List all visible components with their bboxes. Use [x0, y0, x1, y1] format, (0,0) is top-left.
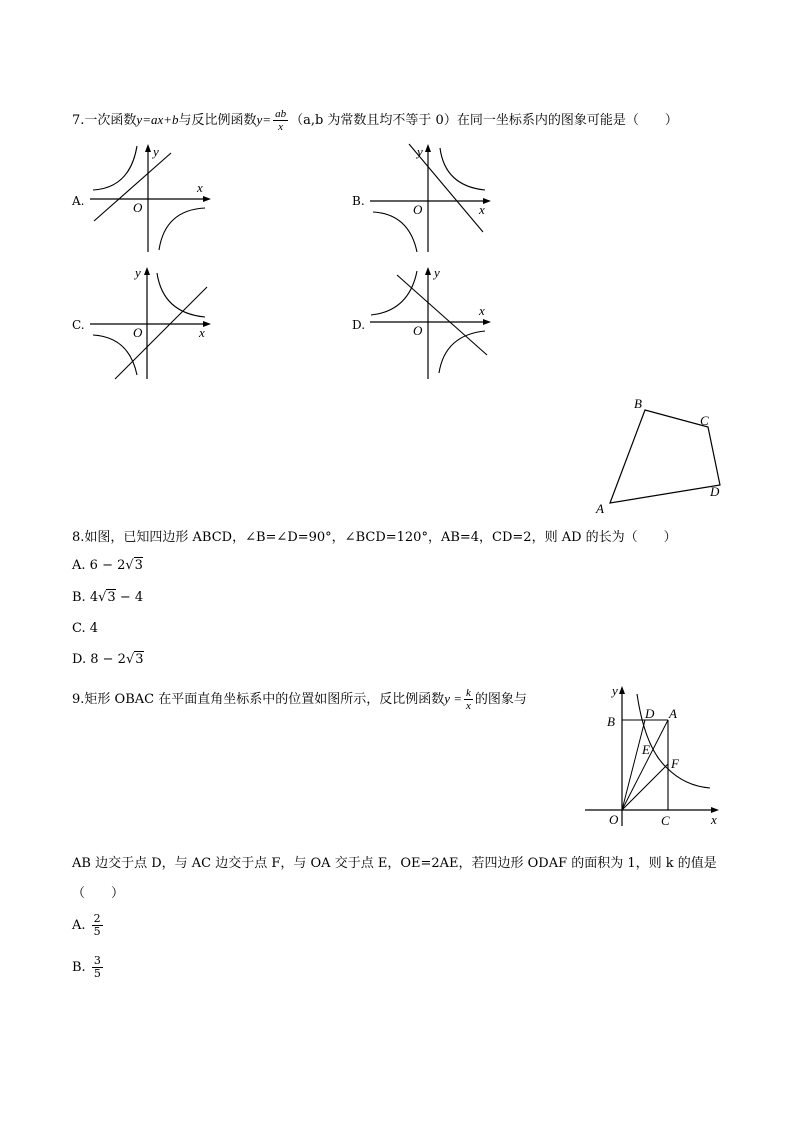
q9-option-b-fraction: $\frac{3}{5}$ — [93, 954, 101, 980]
q7-number: 7. — [72, 113, 85, 128]
q8-option-b[interactable] — [72, 590, 143, 605]
q8-point-b: B — [634, 396, 642, 411]
q9-rectangle-figure — [585, 678, 730, 828]
q9-option-a[interactable] — [72, 913, 105, 938]
sqrt-icon: √ — [125, 652, 135, 667]
q8-option-a-rad: 3 — [134, 558, 143, 573]
q7-graph-d[interactable] — [365, 263, 500, 383]
q8-text: 如图，已知四边形 ABCD，∠B=∠D=90°，∠BCD=120°，AB=4，CD=2，则 AD 的长为（ ） — [84, 530, 677, 545]
q7d-y-label: y — [434, 265, 440, 280]
q8-number: 8. — [72, 530, 85, 545]
q7a-y-label: y — [153, 144, 159, 159]
q7-option-c-label[interactable]: C. — [72, 318, 85, 332]
q7b-y-label: y — [417, 144, 423, 159]
q9-stem — [72, 687, 527, 712]
q9-text-pre: 矩形 OBAC 在平面直角坐标系中的位置如图所示，反比例函数 — [84, 692, 445, 707]
q9-point-b: B — [607, 714, 615, 729]
q7b-origin-label: O — [413, 202, 423, 217]
q7c-x-label: x — [199, 325, 205, 340]
q9-point-a: A — [669, 706, 677, 721]
q8-option-c-label: C. — [72, 621, 86, 636]
q9-number: 9. — [72, 692, 85, 707]
q9-option-b-label: B. — [72, 960, 86, 975]
q9-point-e: E — [642, 742, 650, 757]
q7-inv-fn-lhs: y= — [256, 112, 272, 127]
q8-option-a[interactable] — [72, 558, 143, 573]
q9-fn-fraction: $\frac{k}{x}$ — [466, 687, 471, 712]
sqrt-icon: √ — [125, 558, 134, 573]
q7-text-pre: 一次函数 — [84, 113, 137, 128]
q8-quadrilateral-figure — [590, 395, 730, 520]
q8-point-d: D — [710, 484, 720, 499]
q7-graph-a[interactable] — [85, 140, 220, 255]
q7b-x-label: x — [479, 202, 485, 217]
q8-option-d-label: D. — [72, 652, 87, 667]
q8-option-a-label: A. — [72, 558, 86, 573]
q8-option-b-label: B. — [72, 590, 86, 605]
q8-option-a-pre: 6 − 2 — [89, 558, 126, 573]
q7d-x-label: x — [479, 303, 485, 318]
q8-option-c[interactable] — [72, 621, 98, 636]
q9-option-b[interactable] — [72, 955, 105, 980]
q9-point-d: D — [645, 706, 655, 721]
q8-option-d-pre: 8 − 2 — [90, 652, 126, 667]
q7-option-d-label[interactable]: D. — [352, 318, 366, 332]
q9-point-c: C — [661, 813, 670, 828]
q9-stem-line3: （ ） — [72, 886, 125, 901]
q8-option-b-rad: 3 — [107, 590, 116, 605]
q7a-x-label: x — [197, 180, 203, 195]
q7d-origin-label: O — [413, 323, 423, 338]
q7-option-b-label[interactable]: B. — [352, 194, 365, 208]
q7c-y-label: y — [135, 265, 141, 280]
q9-fn-lhs: y = — [444, 691, 463, 706]
q7-graph-b[interactable] — [365, 140, 500, 255]
q9-y-label: y — [612, 683, 618, 698]
q7c-origin-label: O — [133, 325, 143, 340]
q7a-origin-label: O — [133, 200, 143, 215]
q9-text-post: 的图象与 — [474, 692, 527, 707]
q7-linear-fn: y=ax+b — [136, 112, 179, 127]
q7-option-a-label[interactable]: A. — [72, 194, 85, 208]
q7-inv-fn-fraction: $\frac{ab}{x}$ — [275, 108, 287, 133]
q8-stem — [72, 526, 677, 545]
q9-point-f: F — [671, 756, 679, 771]
q8-option-b-pre: 4 — [89, 590, 99, 605]
sqrt-icon: √ — [98, 590, 107, 605]
q8-option-d-rad: 3 — [135, 652, 144, 667]
q9-point-o: O — [609, 812, 619, 827]
q7-graph-c[interactable] — [85, 263, 220, 383]
q9-x-label: x — [711, 812, 717, 827]
q8-point-c: C — [700, 413, 709, 428]
q8-option-c-pre: 4 — [89, 621, 99, 636]
q7-text-post: （a,b 为常数且均不等于 0）在同一坐标系内的图象可能是（ ） — [290, 113, 678, 128]
q8-option-d[interactable] — [72, 652, 144, 667]
q8-option-b-post: − 4 — [115, 590, 144, 605]
q9-option-a-label: A. — [72, 918, 86, 933]
q9-stem-line2: AB 边交于点 D，与 AC 边交于点 F，与 OA 交于点 E，OE=2AE，若四边形 ODAF 的面积为 1，则 k 的值是 — [72, 856, 717, 871]
q9-option-a-fraction: $\frac{2}{5}$ — [93, 912, 101, 938]
q7-stem — [72, 108, 678, 133]
q7-text-mid: 与反比例函数 — [178, 113, 257, 128]
q8-point-a: A — [596, 501, 604, 516]
